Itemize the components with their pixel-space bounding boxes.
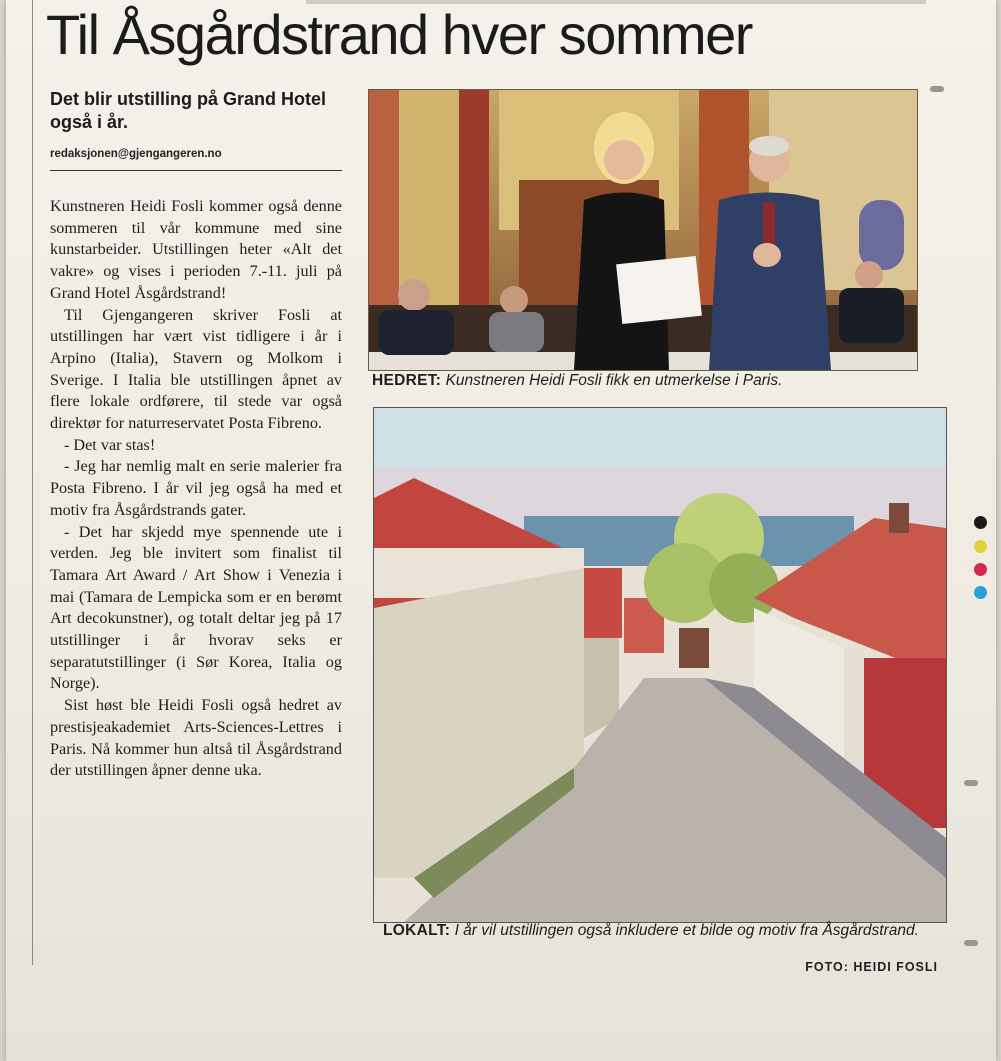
body-paragraph: Sist høst ble Heidi Fosli også hedret av prestisjeakademiet Arts-Sciences-Lettres i Paris. Nå kommer hun altså til Åsgårdstrand der utstillingen åpner denne uka. (50, 696, 342, 780)
street-painting-illustration (374, 408, 946, 922)
street-painting-caption (383, 921, 943, 940)
byline-rule (50, 170, 342, 171)
headline: Til Åsgårdstrand hver sommer (46, 3, 752, 66)
caption-label: HEDRET: (372, 372, 442, 389)
caption-text: Kunstneren Heidi Fosli fikk en utmerkelse i Paris. (445, 372, 783, 389)
street-painting (373, 407, 947, 923)
binder-hole (964, 940, 978, 946)
body-paragraph: - Det har skjedd mye spennende ute i verden. Jeg ble invitert som finalist til Tamara Art Award / Art Show i Venezia i mai (Tamara de Lempicka som er en berømt Art decokunstner), og totalt deltar jeg på 17 utstillinger i år hvorav seks er separatutstillinger (i Sør Korea, Italia og Norge). (50, 522, 342, 693)
caption-label: LOKALT: (383, 922, 451, 939)
ceremony-photo (368, 89, 918, 371)
registration-mark-magenta (974, 563, 987, 576)
body-paragraph: - Jeg har nemlig malt en serie malerier fra Posta Fibreno. I år vil jeg også ha med et motiv fra Åsgårdstrands gater. (50, 457, 342, 519)
binder-hole (930, 86, 944, 92)
body-paragraph: Kunstneren Heidi Fosli kommer også denne sommeren til vår kommune med sine kunstarbeider. Utstillingen heter «Alt det vakre» og vises i perioden 7.-11. juli på Grand Hotel Åsgårdstrand! (50, 197, 342, 302)
subhead: Det blir utstilling på Grand Hotel også i år. (50, 89, 327, 132)
column-rule (32, 0, 33, 965)
registration-mark-cyan (974, 586, 987, 599)
caption-text: I år vil utstillingen også inkludere et bilde og motiv fra Åsgårdstrand. (454, 922, 919, 939)
ceremony-photo-caption (372, 372, 932, 390)
photo-credit: FOTO: HEIDI FOSLI (805, 960, 938, 974)
body-paragraph: Til Gjengangeren skriver Fosli at utstillingen har vært vist tidligere i år i Arpino (Italia), Stavern og Molkom i Sverige. I Italia ble utstillingen åpnet av flere lokale ordførere, til stede var også direktør for naturreservatet Posta Fibreno. (50, 305, 342, 433)
registration-mark-black (974, 516, 987, 529)
newspaper-page (6, 0, 996, 1061)
article-body (50, 196, 342, 782)
ceremony-photo-illustration (369, 90, 917, 370)
binder-hole (964, 780, 978, 786)
byline-email: redaksjonen@gjengangeren.no (50, 148, 222, 160)
registration-mark-yellow (974, 540, 987, 553)
body-paragraph: - Det var stas! (64, 435, 156, 454)
